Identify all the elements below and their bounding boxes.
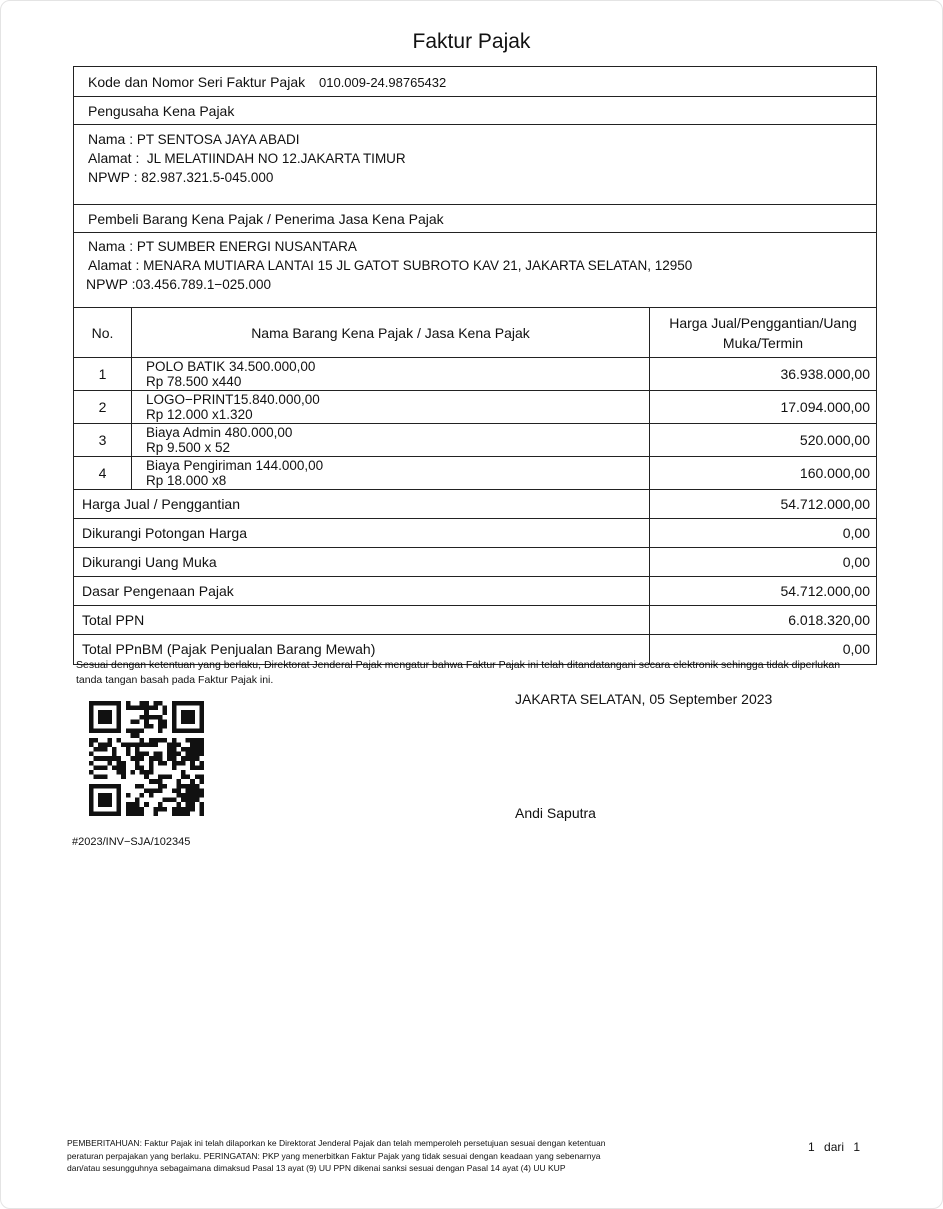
buyer-npwp-label: NPWP : (86, 276, 136, 292)
buyer-name: PT SUMBER ENERGI NUSANTARA (136, 239, 357, 254)
item-name (132, 424, 650, 456)
item-line1: Biaya Admin 480.000,00 (146, 425, 293, 440)
item-line2: Rp 78.500 x440 (146, 374, 242, 389)
buyer-address-label: Alamat : (88, 257, 140, 273)
item-name (132, 457, 650, 489)
seller-details (74, 125, 876, 205)
summary-value: 54.712.000,00 (780, 583, 870, 599)
place-date: JAKARTA SELATAN, 05 September 2023 (515, 691, 773, 707)
summary-label: Total PPnBM (Pajak Penjualan Barang Mewah) (74, 635, 650, 664)
summary-value: 0,00 (842, 554, 870, 570)
seller-npwp: 82.987.321.5-045.000 (141, 170, 274, 185)
header-no: No. (74, 308, 132, 357)
table-row (74, 391, 876, 424)
item-price: 36.938.000,00 (780, 366, 870, 382)
item-line1: LOGO−PRINT15.840.000,00 (146, 392, 320, 407)
seller-npwp-label: NPWP : (88, 169, 138, 185)
buyer-name-label: Nama : (88, 238, 134, 254)
seller-address: JL MELATIINDAH NO 12.JAKARTA TIMUR (146, 151, 406, 166)
item-line2: Rp 9.500 x 52 (146, 440, 231, 455)
summary-value: 0,00 (842, 641, 870, 657)
summary-label: Total PPN (74, 606, 650, 634)
header-item-name: Nama Barang Kena Pajak / Jasa Kena Pajak (132, 308, 650, 357)
invoice-box (73, 66, 877, 665)
item-line2: Rp 18.000 x8 (146, 473, 227, 488)
page-current: 1 (808, 1140, 815, 1154)
document-title: Faktur Pajak (412, 30, 531, 53)
table-row (74, 457, 876, 490)
item-no: 1 (74, 358, 132, 390)
summary-row (74, 606, 876, 635)
summary-label: Dasar Pengenaan Pajak (74, 577, 650, 605)
page-total: 1 (853, 1140, 861, 1154)
page-number (808, 1140, 866, 1154)
serial-number-label: Kode dan Nomor Seri Faktur Pajak (88, 74, 306, 90)
item-line1: POLO BATIK 34.500.000,00 (146, 359, 316, 374)
footer-notice: PEMBERITAHUAN: Faktur Pajak ini telah dilaporkan ke Direktorat Jenderal Pajak dan telah memperoleh persetujuan sesuai dengan ketentuan peraturan perpajakan yang berlaku. PERINGATAN: PKP yang menerbitkan Faktur Pajak yang tidak sesuai dengan keadaan yang sebenarnya dan/atau sesungguhnya sebagaimana dimaksud Pasal 13 ayat (9) UU PPN dikenai sanksi sesuai dengan Pasal 14 ayat (4) UU KUP (67, 1138, 606, 1173)
summary-label: Dikurangi Potongan Harga (74, 519, 650, 547)
buyer-details (74, 233, 876, 308)
seller-name-label: Nama : (88, 131, 134, 147)
summary-row (74, 548, 876, 577)
items-table-header (74, 308, 876, 358)
item-price: 17.094.000,00 (780, 399, 870, 415)
summary-row (74, 577, 876, 606)
item-line1: Biaya Pengiriman 144.000,00 (146, 458, 324, 473)
item-price: 520.000,00 (799, 432, 870, 448)
summary-value: 6.018.320,00 (788, 612, 870, 628)
header-price: Harga Jual/Penggantian/Uang Muka/Termin (669, 314, 857, 351)
buyer-npwp: 03.456.789.1−025.000 (135, 277, 272, 292)
serial-number-value: 010.009-24.98765432 (319, 75, 447, 90)
item-line2: Rp 12.000 x1.320 (146, 407, 253, 422)
item-name (132, 391, 650, 423)
seller-section-head: Pengusaha Kena Pajak (74, 97, 876, 125)
buyer-address: MENARA MUTIARA LANTAI 15 JL GATOT SUBROTO KAV 21, JAKARTA SELATAN, 12950 (143, 258, 693, 273)
seller-name: PT SENTOSA JAYA ABADI (136, 132, 300, 147)
item-no: 4 (74, 457, 132, 489)
item-no: 2 (74, 391, 132, 423)
e-signature-note: Sesuai dengan ketentuan yang berlaku, Direktorat Jenderal Pajak mengatur bahwa Faktur Pajak ini telah ditandatangani secara elektronik sehingga tidak diperlukan tanda tangan basah pada Faktur Pajak ini. (76, 659, 841, 686)
buyer-section-head: Pembeli Barang Kena Pajak / Penerima Jasa Kena Pajak (74, 205, 876, 233)
table-row (74, 358, 876, 391)
item-no: 3 (74, 424, 132, 456)
summary-label: Harga Jual / Penggantian (74, 490, 650, 518)
item-name (132, 358, 650, 390)
summary-value: 0,00 (842, 525, 870, 541)
serial-number-row (74, 67, 876, 97)
page-sep: dari (824, 1140, 845, 1154)
summary-row (74, 519, 876, 548)
summary-label: Dikurangi Uang Muka (74, 548, 650, 576)
item-price: 160.000,00 (799, 465, 870, 481)
seller-address-label: Alamat : (88, 150, 140, 166)
summary-row (74, 490, 876, 519)
table-row (74, 424, 876, 457)
qr-code-icon (89, 701, 204, 816)
summary-value: 54.712.000,00 (780, 496, 870, 512)
invoice-reference: #2023/INV−SJA/102345 (72, 836, 191, 848)
signer-name: Andi Saputra (515, 805, 596, 821)
